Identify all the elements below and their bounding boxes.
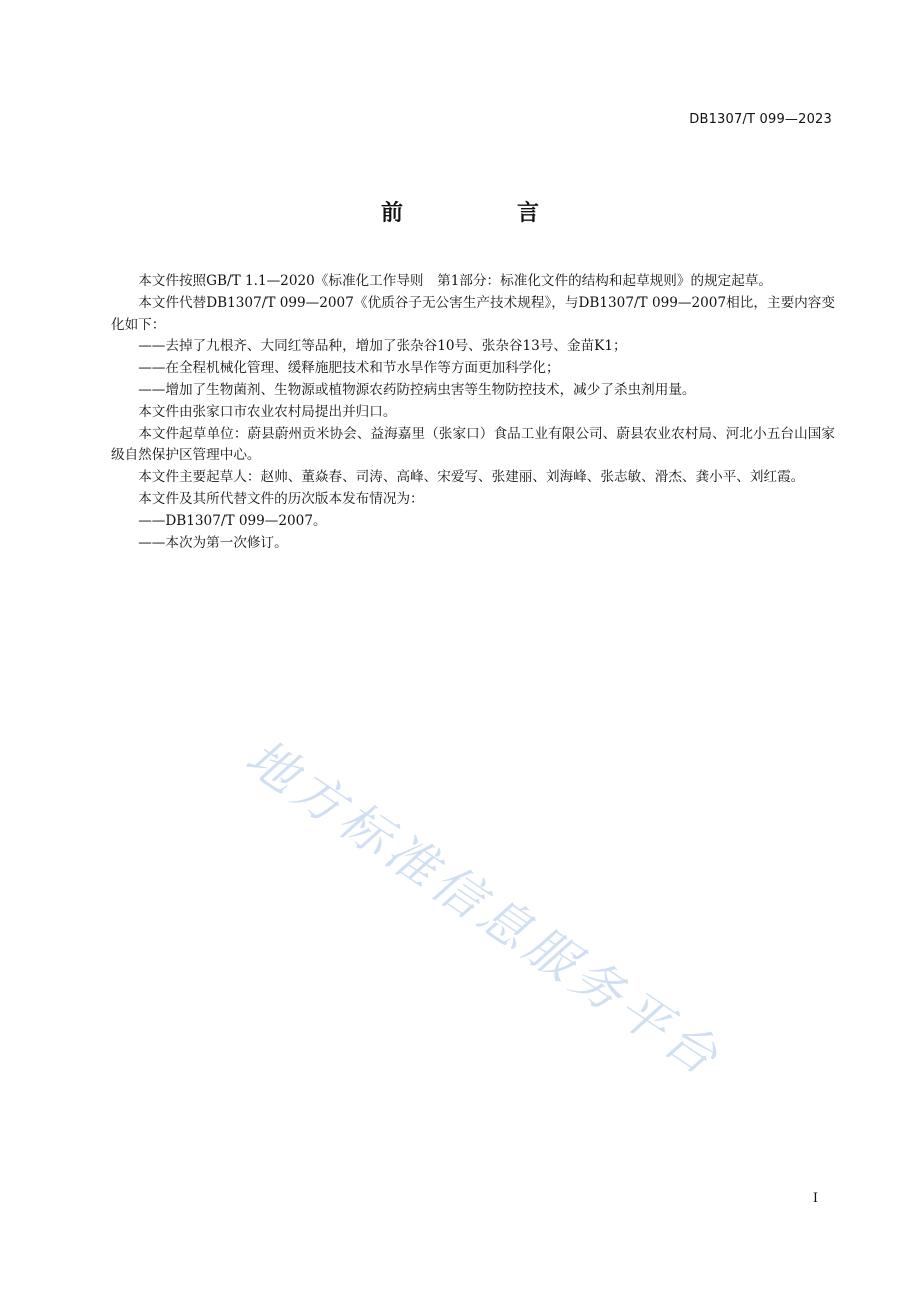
- document-code: DB1307/T 099—2023: [689, 112, 832, 127]
- paragraph-drafting-units: 本文件起草单位：蔚县蔚州贡米协会、益海嘉里（张家口）食品工业有限公司、蔚县农业农村局、河北小五台山国家级自然保护区管理中心。: [111, 425, 835, 464]
- watermark-text: 地方标准信息服务平台: [235, 727, 733, 1089]
- list-item-change-3: ——增加了生物菌剂、生物源或植物源农药防控病虫害等生物防控技术，减少了杀虫剂用量。: [138, 381, 696, 398]
- paragraph-drafting-rules: 本文件按照GB/T 1.1—2020《标准化工作导则 第1部分：标准化文件的结构和起草规则》的规定起草。: [138, 273, 773, 289]
- paragraph-history-intro: 本文件及其所代替文件的历次版本发布情况为：: [138, 490, 424, 507]
- list-item-change-1: ——去掉了九根齐、大同红等品种，增加了张杂谷10号、张杂谷13号、金苗K1；: [138, 338, 627, 355]
- page-title: 前 言: [380, 201, 585, 226]
- list-item-history-1: ——DB1307/T 099—2007。: [138, 512, 327, 529]
- paragraph-drafters: 本文件主要起草人：赵帅、董焱春、司涛、高峰、宋爱写、张建丽、刘海峰、张志敏、滑杰、龚小平、刘红霞。: [138, 469, 805, 486]
- page-number: I: [812, 1191, 818, 1206]
- list-item-change-2: ——在全程机械化管理、缓释施肥技术和节水旱作等方面更加科学化；: [138, 360, 560, 377]
- paragraph-proposer: 本文件由张家口市农业农村局提出并归口。: [138, 403, 397, 420]
- list-item-history-2: ——本次为第一次修订。: [138, 534, 288, 551]
- document-body: [111, 271, 835, 554]
- paragraph-replacement: 本文件代替DB1307/T 099—2007《优质谷子无公害生产技术规程》，与DB1307/T 099—2007相比，主要内容变化如下：: [111, 294, 835, 333]
